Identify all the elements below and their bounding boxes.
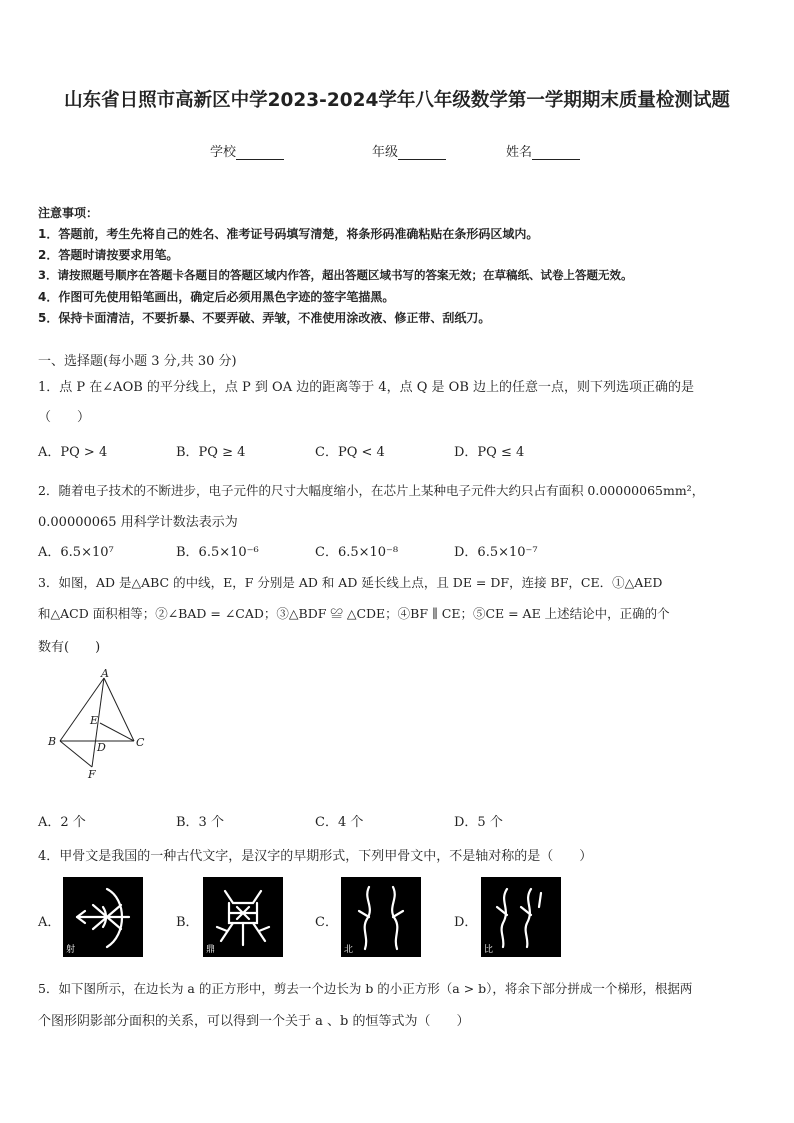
q4-caption-a: 射 — [66, 945, 76, 955]
q1-paren: （ ） — [38, 410, 91, 425]
name-label: 姓名 — [506, 145, 533, 160]
notice-item: 1．答题前，考生先将自己的姓名、准考证号码填写清楚，将条形码准确粘贴在条形码区域内。 — [38, 227, 539, 241]
segment-ab — [60, 678, 104, 741]
q2-option-a: A．6.5×10⁷ — [38, 545, 114, 560]
notice-item: 3．请按照题号顺序在答题卡各题目的答题区域内作答，超出答题区域书写的答案无效；在草稿纸、试卷上答题无效。 — [38, 268, 633, 282]
segment-ac — [104, 678, 134, 741]
segment-bf — [60, 741, 92, 767]
q3-option-a: A．2 个 — [38, 815, 86, 830]
notice-item: 2．答题时请按要求用笔。 — [38, 248, 179, 262]
q1-stem: 1．点 P 在∠AOB 的平分线上，点 P 到 OA 边的距离等于 4，点 Q 是 OB 边上的任意一点，则下列选项正确的是 — [38, 380, 695, 395]
q4-option-b-letter: B． — [176, 915, 199, 930]
q4-caption-c: 北 — [344, 945, 354, 955]
q3-stem-cont: 和△ACD 面积相等；②∠BAD = ∠CAD；③△BDF ≌ △CDE；④BF ∥ CE；⑤CE = AE 上述结论中，正确的个 — [38, 606, 670, 621]
notice-heading: 注意事项： — [38, 206, 99, 220]
label-c: C — [136, 736, 145, 749]
q4-option-a-letter: A． — [38, 915, 61, 930]
q4-oracle-image-c — [341, 877, 421, 957]
q3-option-c: C．4 个 — [315, 815, 364, 830]
triangle-figure — [40, 668, 160, 783]
q5-stem-cont: 个图形阴影部分面积的关系，可以得到一个关于 a 、b 的恒等式为（ ） — [38, 1014, 470, 1029]
label-f: F — [88, 768, 96, 781]
q3-option-d: D．5 个 — [454, 815, 503, 830]
q1-option-d: D．PQ ≤ 4 — [454, 445, 525, 460]
q1-option-b: B．PQ ≥ 4 — [176, 445, 246, 460]
label-e: E — [90, 714, 99, 727]
q4-oracle-image-a — [63, 877, 143, 957]
q3-option-b: B．3 个 — [176, 815, 224, 830]
q4-option-c-letter: C． — [315, 915, 338, 930]
grade-label: 年级 — [372, 145, 399, 160]
school-label: 学校 — [210, 145, 237, 160]
label-d: D — [97, 741, 106, 754]
q2-stem: 2．随着电子技术的不断进步，电子元件的尺寸大幅度缩小，在芯片上某种电子元件大约只占有面积 0.00000065mm²， — [38, 483, 705, 498]
q3-stem-end: 数有( ) — [38, 640, 101, 655]
grade-field — [372, 141, 446, 160]
notice-item: 4．作图可先使用铅笔画出，确定后必须用黑色字迹的签字笔描黑。 — [38, 290, 395, 304]
q2-stem-cont: 0.00000065 用科学计数法表示为 — [38, 515, 238, 530]
school-blank — [236, 147, 284, 160]
q1-option-a: A．PQ > 4 — [38, 445, 108, 460]
q2-option-d: D．6.5×10⁻⁷ — [454, 545, 538, 560]
grade-blank — [398, 147, 446, 160]
q2-option-c: C．6.5×10⁻⁸ — [315, 545, 399, 560]
q2-option-b: B．6.5×10⁻⁶ — [176, 545, 259, 560]
q4-oracle-image-d — [481, 877, 561, 957]
q3-stem: 3．如图，AD 是△ABC 的中线，E，F 分别是 AD 和 AD 延长线上点，且 DE = DF，连接 BF，CE．①△AED — [38, 575, 663, 590]
segment-ec — [100, 723, 134, 741]
section-heading: 一、选择题(每小题 3 分,共 30 分) — [38, 354, 237, 369]
q4-caption-d: 比 — [484, 945, 494, 955]
q4-option-d-letter: D． — [454, 915, 478, 930]
notice-item: 5．保持卡面清洁，不要折暴、不要弄破、弄皱，不准使用涂改液、修正带、刮纸刀。 — [38, 311, 491, 325]
label-b: B — [48, 735, 57, 748]
q4-stem: 4．甲骨文是我国的一种古代文字，是汉字的早期形式，下列甲骨文中，不是轴对称的是（ ） — [38, 849, 593, 864]
q4-oracle-image-b — [203, 877, 283, 957]
page-title: 山东省日照市高新区中学2023-2024学年八年级数学第一学期期末质量检测试题 — [64, 90, 730, 111]
school-field — [210, 141, 284, 160]
q1-option-c: C．PQ < 4 — [315, 445, 385, 460]
q5-stem: 5．如下图所示，在边长为 a 的正方形中，剪去一个边长为 b 的小正方形（a > b），将余下部分拼成一个梯形，根据两 — [38, 981, 693, 996]
label-a: A — [101, 668, 109, 680]
name-field — [506, 141, 580, 160]
name-blank — [532, 147, 580, 160]
q4-caption-b: 鼎 — [206, 945, 216, 955]
